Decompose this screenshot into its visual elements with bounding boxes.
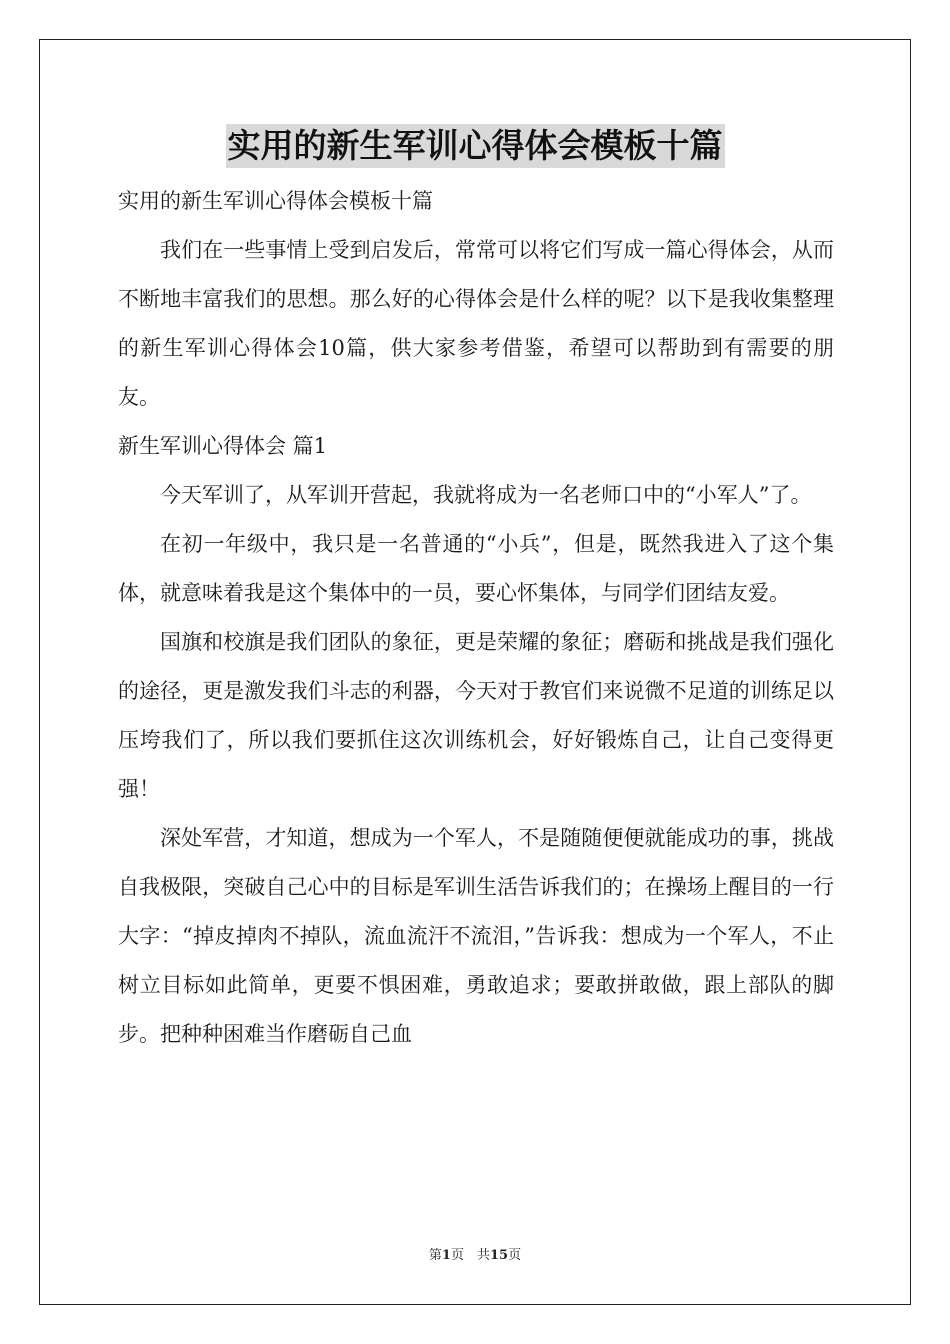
intro-paragraph: 我们在一些事情上受到启发后，常常可以将它们写成一篇心得体会，从而不断地丰富我们的思想。那么好的心得体会是什么样的呢？以下是我收集整理的新生军训心得体会10篇，供大家参考借鉴，希望可以帮助到有需要的朋友。 [118,238,834,409]
page-mid: 页 共 [450,1248,490,1263]
title-container [0,124,950,168]
page-prefix: 第 [428,1248,442,1263]
page-footer [0,1244,950,1263]
document-body [118,177,834,1059]
page-current: 1 [441,1248,451,1263]
page-suffix: 页 [508,1248,522,1263]
body-paragraph: 国旗和校旗是我们团队的象征，更是荣耀的象征；磨砺和挑战是我们强化的途径，更是激发我们斗志的利器，今天对于教官们来说微不足道的训练足以压垮我们了，所以我们要抓住这次训练机会，好好锻炼自己，让自己变得更强！ [118,630,834,801]
document-subtitle: 实用的新生军训心得体会模板十篇 [118,189,433,213]
body-paragraph: 深处军营，才知道，想成为一个军人，不是随随便便就能成功的事，挑战自我极限，突破自己心中的目标是军训生活告诉我们的；在操场上醒目的一行大字：“掉皮掉肉不掉队，流血流汗不流泪，”告诉我：想成为一个军人，不止树立目标如此简单，更要不惧困难，勇敢追求；要敢拼敢做，跟上部队的脚步。把种种困难当作磨砺自己血 [118,826,834,1046]
body-paragraph: 在初一年级中，我只是一名普通的“小兵”，但是，既然我进入了这个集体，就意味着我是这个集体中的一员，要心怀集体，与同学们团结友爱。 [118,532,834,605]
page-total: 15 [489,1248,509,1263]
document-title: 实用的新生军训心得体会模板十篇 [226,124,725,168]
section-heading: 新生军训心得体会 篇1 [118,434,328,458]
body-paragraph: 今天军训了，从军训开营起，我就将成为一名老师口中的“小军人”了。 [160,483,812,507]
